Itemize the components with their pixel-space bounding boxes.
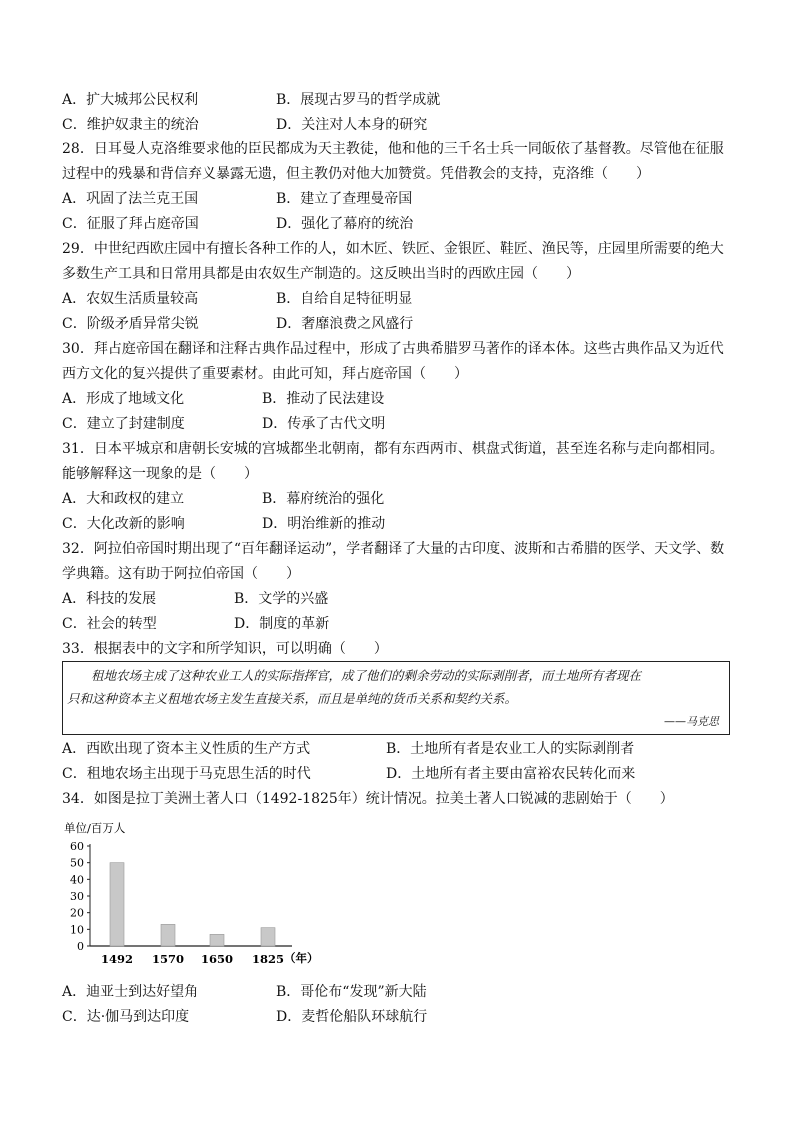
q32-stem-line2: 学典籍。这有助于阿拉伯帝国（ ） <box>62 566 300 582</box>
q28-option-d: D．强化了幕府的统治 <box>276 216 414 232</box>
q29-stem-line2: 多数生产工具和日常用具都是由农奴生产制造的。这反映出当时的西欧庄园（ ） <box>62 266 580 282</box>
x-tick-label-1825: 1825 <box>251 952 285 966</box>
q34-stem: 34．如图是拉丁美洲土著人口（1492-1825年）统计情况。拉美土著人口锐减的悲剧始于（ ） <box>62 791 674 807</box>
x-tick-label-1570: 1570 <box>151 952 185 966</box>
chart-y-axis <box>70 840 292 953</box>
y-tick-label: 20 <box>70 906 84 920</box>
x-tick-label-1650: 1650 <box>200 952 234 966</box>
q32-option-b: B．文学的兴盛 <box>234 591 329 607</box>
q31-stem-line2: 能够解释这一现象的是（ ） <box>62 466 258 482</box>
q29-option-d: D．奢靡浪费之风盛行 <box>276 316 414 332</box>
q33-option-d: D．土地所有者主要由富裕农民转化而来 <box>386 766 636 782</box>
q31-option-c: C．大化改新的影响 <box>62 516 185 532</box>
x-tick-label-1492: 1492 <box>100 952 134 966</box>
q33-stem: 33．根据表中的文字和所学知识，可以明确（ ） <box>62 641 388 657</box>
y-tick-label: 0 <box>77 940 84 953</box>
population-bar-chart <box>62 818 332 978</box>
y-tick-label: 60 <box>70 840 84 853</box>
q29-option-a: A．农奴生活质量较高 <box>62 291 199 307</box>
q29-option-b: B．自给自足特征明显 <box>276 291 413 307</box>
q34-option-a: A．迪亚士到达好望角 <box>62 984 199 1000</box>
bar-1492 <box>110 863 124 946</box>
q30-option-d: D．传承了古代文明 <box>262 416 386 432</box>
y-tick-label: 10 <box>70 923 84 937</box>
q32-option-c: C．社会的转型 <box>62 616 157 632</box>
quote-source: ——马克思 <box>664 715 719 728</box>
q33-option-a: A．西欧出现了资本主义性质的生产方式 <box>62 741 311 757</box>
q28-option-a: A．巩固了法兰克王国 <box>62 191 199 207</box>
q27-option-a: A．扩大城邦公民权利 <box>62 92 199 108</box>
q34-option-d: D．麦哲伦船队环球航行 <box>276 1009 428 1025</box>
q27-option-b: B．展现古罗马的哲学成就 <box>276 92 441 108</box>
q32-stem-line1: 32．阿拉伯帝国时期出现了“百年翻译运动”，学者翻译了大量的古印度、波斯和古希腊的医学、天文学、数 <box>62 541 725 557</box>
q30-option-a: A．形成了地域文化 <box>62 391 185 407</box>
chart-x-unit: （年） <box>284 951 319 965</box>
y-tick-label: 40 <box>70 873 84 887</box>
quote-line1: 租地农场主成了这种农业工人的实际指挥官，成了他们的剩余劳动的实际剥削者，而土地所有者现在 <box>91 668 642 683</box>
q27-option-c: C．维护奴隶主的统治 <box>62 117 199 133</box>
q32-option-a: A．科技的发展 <box>62 591 157 607</box>
q30-option-b: B．推动了民法建设 <box>262 391 385 407</box>
bar-1825 <box>261 928 275 946</box>
quote-line2: 只和这种资本主义租地农场主发生直接关系，而且是单纯的货币关系和契约关系。 <box>67 691 518 706</box>
chart-x-ticks <box>101 952 284 966</box>
y-tick-label: 50 <box>70 856 84 870</box>
q32-option-d: D．制度的革新 <box>234 616 330 632</box>
q34-option-b: B．哥伦布“发现”新大陆 <box>276 984 427 1000</box>
q33-option-b: B．土地所有者是农业工人的实际剥削者 <box>386 741 635 757</box>
q30-option-c: C．建立了封建制度 <box>62 416 185 432</box>
q28-option-c: C．征服了拜占庭帝国 <box>62 216 199 232</box>
q31-option-a: A．大和政权的建立 <box>62 491 185 507</box>
bar-1570 <box>161 924 175 946</box>
q28-option-b: B．建立了查理曼帝国 <box>276 191 413 207</box>
quote-box <box>62 661 730 735</box>
q29-stem-line1: 29．中世纪西欧庄园中有擅长各种工作的人，如木匠、铁匠、金银匠、鞋匠、渔民等，庄园里所需要的绝大 <box>62 241 724 257</box>
q28-stem-line1: 28．日耳曼人克洛维要求他的臣民都成为天主教徒，他和他的三千名士兵一同皈依了基督教。尽管他在征服 <box>62 141 724 157</box>
q30-stem-line2: 西方文化的复兴提供了重要素材。由此可知，拜占庭帝国（ ） <box>62 366 468 382</box>
q31-stem-line1: 31．日本平城京和唐朝长安城的宫城都坐北朝南，都有东西两市、棋盘式街道，甚至连名称与走向都相同。 <box>62 441 724 457</box>
chart-ylabel: 单位/百万人 <box>64 821 126 835</box>
chart-bars <box>110 863 275 946</box>
q27-option-d: D．关注对人本身的研究 <box>276 117 428 133</box>
bar-1650 <box>210 934 224 946</box>
q30-stem-line1: 30．拜占庭帝国在翻译和注释古典作品过程中，形成了古典希腊罗马著作的译本体。这些古典作品又为近代 <box>62 341 724 357</box>
q31-option-b: B．幕府统治的强化 <box>262 491 385 507</box>
q34-option-c: C．达·伽马到达印度 <box>62 1009 190 1025</box>
q29-option-c: C．阶级矛盾异常尖锐 <box>62 316 199 332</box>
y-tick-label: 30 <box>70 890 84 903</box>
q31-option-d: D．明治维新的推动 <box>262 516 386 532</box>
q33-option-c: C．租地农场主出现于马克思生活的时代 <box>62 766 311 782</box>
q28-stem-line2: 过程中的残暴和背信弃义暴露无遗，但主教仍对他大加赞赏。凭借教会的支持，克洛维（ ） <box>62 166 650 182</box>
